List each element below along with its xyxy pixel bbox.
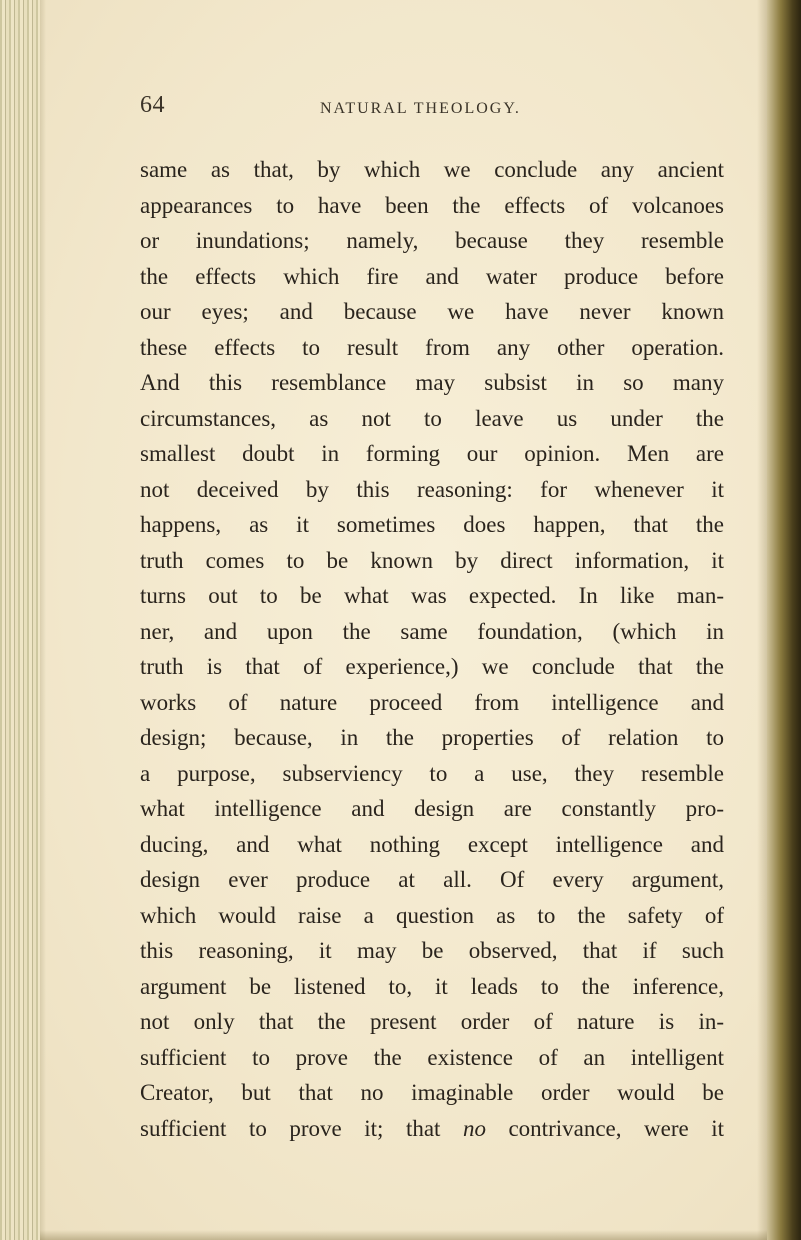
text-line: truth is that of experience,) we conclude that the [140,654,724,679]
text-line: or inundations; namely, because they resemble [140,228,724,253]
text-line: these effects to result from any other operation. [140,334,724,360]
text-line: not only that the present order of nature is in- [140,1009,724,1034]
text-line: our eyes; and because we have never known [140,299,724,324]
italic-word: no [462,1115,486,1141]
body-text [140,152,724,1146]
page-header [140,92,700,132]
text-line: happens, as it sometimes does happen, that the [140,512,724,537]
text-line: what intelligence and design are constantly pro- [140,796,724,821]
text-line: argument be listened to, it leads to the inference, [140,973,724,999]
text-line: appearances to have been the effects of volcanoes [140,192,724,218]
text-line: ner, and upon the same foundation, (which in [140,618,724,644]
text-line: a purpose, subserviency to a use, they resemble [140,760,724,786]
text-line: turns out to be what was expected. In like man- [140,583,724,608]
page-edge [767,0,801,1240]
text-line: works of nature proceed from intelligence and [140,689,724,715]
text-line: same as that, by which we conclude any ancient [140,157,724,182]
text-line: design ever produce at all. Of every argument, [140,867,724,892]
text-line: the effects which fire and water produce before [140,263,724,289]
text-line: truth comes to be known by direct information, it [140,547,724,573]
text-line: this reasoning, it may be observed, that if such [140,938,724,963]
text-line: design; because, in the properties of relation to [140,725,724,750]
text-line: circumstances, as not to leave us under the [140,405,724,431]
text-line: sufficient to prove the existence of an intelligent [140,1044,724,1070]
running-head: NATURAL THEOLOGY. [320,100,521,117]
page-bottom-edge [40,1230,767,1240]
text-line-last [140,1111,724,1147]
binding-gutter [0,0,40,1240]
page-number: 64 [140,92,165,118]
text-line: Creator, but that no imaginable order would be [140,1080,724,1105]
text-line: And this resemblance may subsist in so many [140,370,724,395]
text-line: not deceived by this reasoning: for whenever it [140,476,724,502]
text-line: which would raise a question as to the safety of [140,902,724,928]
text-line: ducing, and what nothing except intelligence and [140,831,724,857]
text-segment: contrivance, were it [485,1115,724,1141]
text-line: smallest doubt in forming our opinion. Men are [140,441,724,466]
text-segment: sufficient to prove it; that [140,1115,463,1141]
